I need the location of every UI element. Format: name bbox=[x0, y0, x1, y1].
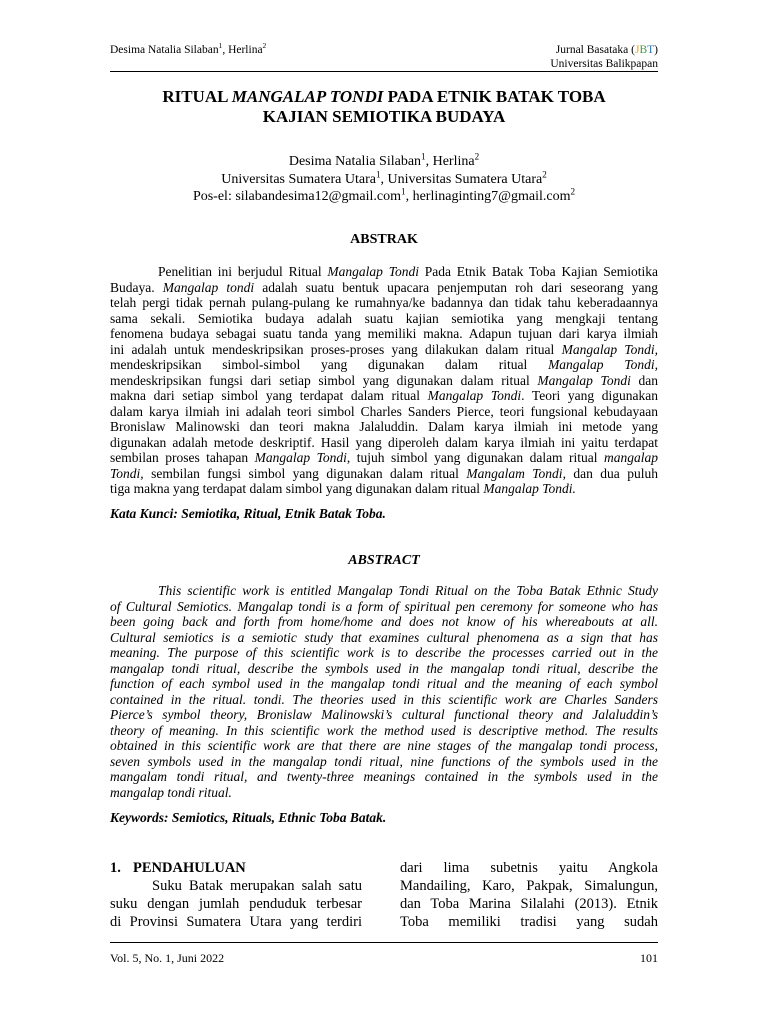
text-segment: adalah suatu bentuk upacara penjemputan roh dari seseorang yang bbox=[254, 279, 658, 295]
footer-rule bbox=[110, 942, 658, 943]
text-segment: sama sekali. Semiotika budaya adalah suatu kajian semiotika yang mengkaji tentang bbox=[110, 310, 658, 326]
superscript-marker: 2 bbox=[474, 151, 480, 162]
text-segment: RITUAL bbox=[162, 87, 232, 106]
abstrak-line bbox=[110, 481, 658, 497]
italic-text: Mangalap tondi bbox=[162, 279, 255, 295]
abstract-line: mangalap tondi ritual, describe the symbols used in the mangalap tondi ritual, describe the bbox=[110, 660, 658, 676]
text-segment: Bronislaw Malinowski dan teori makna Jalaluddin. Dalam karya ilmiah ini metode yang bbox=[110, 419, 658, 434]
italic-text: Mangalap Tondi, bbox=[548, 357, 658, 372]
abstract-line: Cultural semiotics is a semiotic study that examines cultural phenomena as a sign that has bbox=[110, 629, 658, 645]
abstrak-line bbox=[110, 264, 658, 280]
text-segment: fenomena budaya sebagai suatu tanda yang memiliki makna. Adapun tujuan dari karya ilmiah bbox=[110, 326, 658, 341]
article-title-line-2: KAJIAN SEMIOTIKA BUDAYA bbox=[262, 107, 506, 126]
abstrak-line bbox=[110, 326, 658, 342]
text-segment: Jurnal Basataka ( bbox=[555, 44, 635, 56]
intro-line: suku dengan jumlah penduduk terbesar bbox=[110, 896, 362, 912]
abstract-line: obtained in this scientific work are that there are nine stages of the mangalap tondi process, bbox=[110, 738, 658, 753]
intro-paragraph-left bbox=[110, 877, 362, 931]
abstract-line: theory of meaning. In this scientific work the method used is descriptive method. The results bbox=[110, 722, 658, 738]
text-segment: sembilan proses tahapan bbox=[110, 450, 255, 465]
text-segment: Pada Etnik Batak Toba Kajian Semiotika bbox=[418, 264, 658, 279]
superscript-marker: 1 bbox=[401, 186, 406, 197]
text-segment: ) bbox=[654, 44, 658, 56]
footer-page-number: 101 bbox=[640, 951, 658, 965]
abstrak-line bbox=[110, 419, 658, 435]
abstract-line: function of each symbol used in the mangalap tondi ritual and the meaning of each symbol bbox=[110, 676, 658, 691]
journal-institution: Universitas Balikpapan bbox=[550, 58, 658, 70]
italic-text: Mangalap Tondi bbox=[254, 450, 347, 465]
text-segment: PADA ETNIK BATAK TOBA bbox=[383, 87, 606, 106]
italic-text: Tondi, bbox=[110, 465, 144, 481]
abstrak-keywords: Kata Kunci: Semiotika, Ritual, Etnik Batak Toba. bbox=[110, 506, 386, 521]
italic-text: Mangalap Tondi bbox=[537, 372, 631, 388]
header-rule bbox=[110, 71, 658, 72]
abstract-line: meaning. The purpose of this scientific work is to describe the processes carried out in the bbox=[110, 645, 658, 660]
text-segment: , Herlina bbox=[222, 44, 263, 56]
text-segment: digunakan adalah metode deskriptif. Hasil yang diperoleh dalam karya ilmiah ini yaitu terdapat bbox=[110, 434, 658, 450]
abstract-line: mangalam tondi ritual, and twenty-three meanings contained in the symbols used in the bbox=[110, 769, 658, 784]
abstract-line: seven symbols used in the mangalap tondi ritual, nine functions of the symbols used in the bbox=[110, 753, 658, 769]
intro-line: dari lima subetnis yaitu Angkola bbox=[400, 860, 658, 876]
superscript-marker: 2 bbox=[262, 41, 267, 51]
italic-text: mangalap bbox=[604, 450, 658, 465]
abstract-line: contained in the ritual. tondi. The theories used in this scientific work are Charles Sanders bbox=[110, 691, 658, 707]
journal-name bbox=[550, 43, 658, 57]
intro-column-right bbox=[400, 859, 658, 931]
text-segment: mendeskripsikan simbol-simbol yang digunakan dalam ritual bbox=[110, 357, 549, 372]
abstrak-heading: ABSTRAK bbox=[350, 232, 418, 247]
text-segment: B bbox=[639, 44, 648, 56]
italic-text: Mangalap Tondi bbox=[327, 264, 419, 279]
abstrak-line bbox=[110, 311, 658, 327]
intro-line: Mandailing, Karo, Pakpak, Simalungun, bbox=[400, 878, 658, 894]
italic-text: Mangalap Tondi, bbox=[561, 341, 658, 357]
italic-text: MANGALAP TONDI bbox=[231, 87, 384, 106]
section-heading bbox=[110, 859, 362, 877]
text-segment: Desima Natalia Silaban bbox=[110, 44, 219, 56]
author-affiliations bbox=[110, 168, 658, 189]
text-segment: , dan dua puluh bbox=[562, 465, 658, 481]
intro-line: dan Toba Marina Silalahi (2013). Etnik bbox=[400, 896, 658, 912]
text-segment: , tujuh simbol yang digunakan dalam ritual bbox=[346, 450, 604, 465]
text-segment: , Herlina bbox=[425, 154, 475, 169]
abstrak-line bbox=[110, 466, 658, 482]
abstract-line: mangalap tondi ritual. bbox=[110, 784, 232, 800]
running-header-journal bbox=[550, 43, 658, 71]
superscript-marker: 2 bbox=[542, 168, 547, 179]
text-segment: dan bbox=[630, 372, 658, 388]
text-segment: ini adalah untuk mendeskripsikan proses-proses yang dilakukan dalam ritual bbox=[110, 341, 562, 357]
text-segment: telah pergi tidak pernah pulang-pulang ke rumahnya/ke badannya dan tidak tahu keberadaannya bbox=[110, 295, 658, 310]
text-segment: sembilan fungsi simbol yang digunakan dalam ritual bbox=[143, 465, 467, 481]
intro-line: di Provinsi Sumatera Utara yang terdiri bbox=[110, 914, 362, 930]
abstrak-line bbox=[110, 280, 658, 296]
text-segment: mendeskripsikan fungsi dari setiap simbol yang digunakan dalam ritual bbox=[110, 372, 538, 388]
intro-paragraph-right bbox=[400, 859, 658, 931]
text-segment: Penelitian ini berjudul Ritual bbox=[158, 264, 328, 279]
text-segment: , Universitas Sumatera Utara bbox=[380, 171, 543, 187]
abstrak-body bbox=[110, 264, 658, 497]
article-title-line-1 bbox=[110, 87, 658, 107]
section-title: PENDAHULUAN bbox=[133, 860, 246, 876]
text-segment: . Teori yang digunakan bbox=[521, 388, 658, 403]
text-segment: T bbox=[647, 44, 655, 56]
superscript-marker: 1 bbox=[375, 168, 381, 179]
text-segment: J bbox=[634, 44, 640, 56]
text-segment: dalam karya ilmiah ini adalah teori simbol Charles Sanders Pierce, teori fungsional kebudayaan bbox=[110, 403, 658, 419]
abstract-keywords: Keywords: Semiotics, Rituals, Ethnic Toba Batak. bbox=[110, 810, 387, 825]
superscript-marker: 2 bbox=[570, 186, 576, 197]
article-title bbox=[110, 87, 658, 127]
abstrak-line bbox=[110, 404, 658, 420]
abstrak-line bbox=[110, 357, 658, 373]
superscript-marker: 1 bbox=[218, 41, 223, 51]
text-segment: , herlinaginting7@gmail.com bbox=[405, 189, 571, 204]
text-segment: Pos-el: silabandesima12@gmail.com bbox=[192, 189, 402, 204]
text-segment: makna dari setiap simbol yang terdapat dalam ritual bbox=[110, 388, 428, 403]
author-names bbox=[110, 153, 658, 171]
abstract-line: This scientific work is entitled Mangalap Tondi Ritual on the Toba Batak Ethnic Study bbox=[158, 583, 658, 598]
text-segment: Budaya. bbox=[110, 279, 163, 295]
author-emails bbox=[110, 188, 658, 206]
abstrak-line bbox=[110, 373, 658, 389]
abstract-line: been going back and forth from home/home and does not know of his whereabouts at all. bbox=[110, 614, 658, 629]
abstract-heading: ABSTRACT bbox=[348, 553, 420, 568]
italic-text: Mangalap Tondi bbox=[427, 388, 522, 403]
footer-volume: Vol. 5, No. 1, Juni 2022 bbox=[110, 951, 225, 965]
abstract-body bbox=[110, 583, 658, 800]
abstrak-line bbox=[110, 388, 658, 404]
text-segment: Universitas Sumatera Utara bbox=[221, 171, 376, 187]
intro-line: Toba memiliki tradisi yang sudah bbox=[400, 914, 658, 930]
abstrak-line bbox=[110, 342, 658, 358]
section-number: 1. bbox=[110, 860, 121, 876]
intro-column-left bbox=[110, 859, 362, 931]
text-segment: tiga makna yang terdapat dalam simbol yang digunakan dalam ritual bbox=[110, 481, 484, 496]
italic-text: Mangalam Tondi bbox=[466, 465, 563, 481]
abstract-line: Pierce’s symbol theory, Bronislaw Malinowski’s cultural functional theory and Jalaluddin’s bbox=[110, 707, 658, 722]
superscript-marker: 1 bbox=[421, 151, 426, 162]
author-block bbox=[110, 153, 658, 206]
italic-text: Mangalap Tondi. bbox=[483, 481, 576, 496]
abstract-line: of Cultural Semiotics. Mangalap tondi is a form of spiritual pen ceremony for someone who has bbox=[110, 598, 658, 614]
text-segment: Desima Natalia Silaban bbox=[288, 154, 422, 169]
intro-line: Suku Batak merupakan salah satu bbox=[152, 878, 362, 894]
abstrak-line bbox=[110, 295, 658, 311]
running-header-authors bbox=[110, 43, 266, 57]
abstrak-line bbox=[110, 435, 658, 451]
abstrak-line bbox=[110, 450, 658, 466]
